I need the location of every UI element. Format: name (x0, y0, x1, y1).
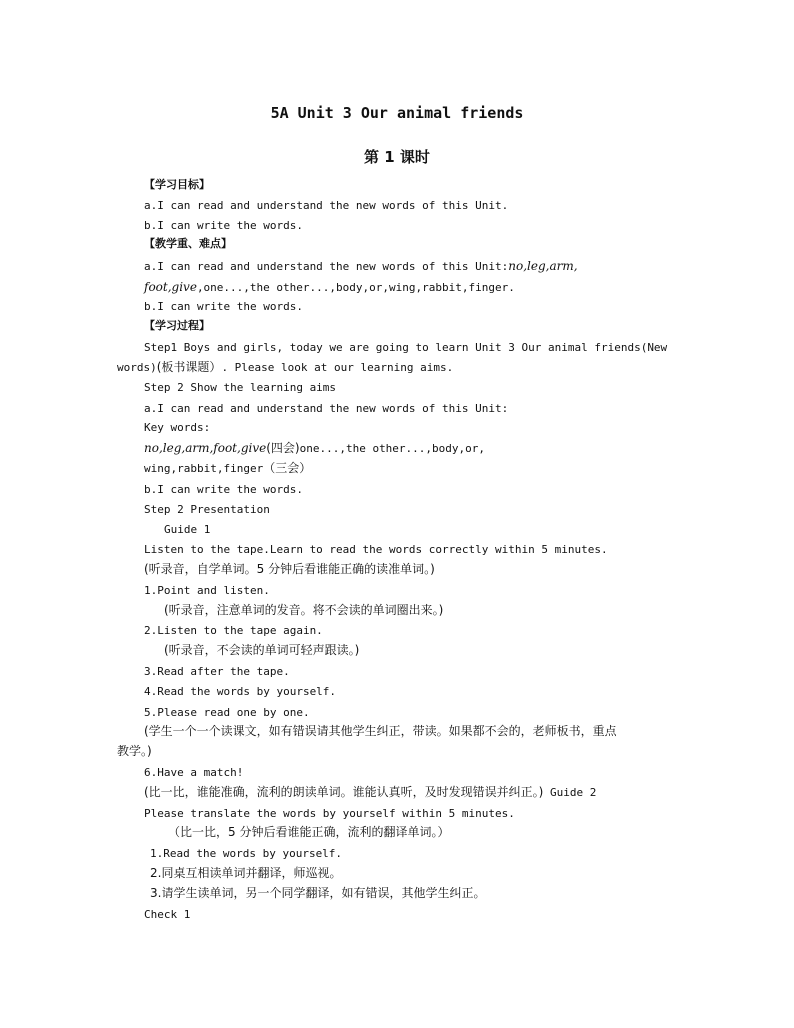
key-words-italic: no,leg,arm,foot,give (144, 441, 267, 455)
listen-instruction-cn: (听录音，自学单词。5 分钟后看谁能正确的读准单词。) (144, 562, 435, 576)
read-one-by-one-cn-2: 教学。) (117, 744, 152, 758)
listen-again-cn: (听录音，不会读的单词可轻声跟读。) (164, 643, 360, 657)
translate-step1: 1.Read the words by yourself. (150, 847, 343, 860)
process-header: 【学习过程】 (144, 319, 210, 332)
key-words-line2-text: wing,rabbit,finger (144, 462, 264, 475)
aim-b: b.I can write the words. (144, 219, 303, 232)
key-point-a-italic: no,leg,arm, (508, 259, 578, 273)
point-listen-cn: (听录音，注意单词的发音。将不会读的单词圈出来。) (164, 603, 444, 617)
translate-step3: 3.请学生读单词，另一个同学翻译，如有错误，其他学生纠正。 (150, 886, 486, 900)
listen-again: 2.Listen to the tape again. (144, 624, 323, 637)
step2-heading: Step 2 Show the learning aims (144, 381, 337, 394)
key-points-header: 【教学重、难点】 (144, 237, 232, 250)
step1-line2-a: words) (117, 361, 157, 374)
translate-instruction: Please translate the words by yourself within 5 minutes. (144, 807, 515, 820)
step1-line1: Step1 Boys and girls, today we are going to learn Unit 3 Our animal friends(New (144, 341, 668, 354)
aims-header: 【学习目标】 (144, 178, 210, 191)
read-one-by-one: 5.Please read one by one. (144, 706, 310, 719)
step1-line2 (117, 360, 687, 375)
guide2-label: Guide 2 (543, 786, 597, 799)
have-a-match-cn-line (144, 785, 704, 800)
key-words-label: Key words: (144, 421, 211, 434)
step1-line2-b: . Please look at our learning aims. (221, 361, 454, 374)
translate-step2: 2.同桌互相读单词并翻译，师巡视。 (150, 866, 342, 880)
step2-aim-a: a.I can read and understand the new words of this Unit: (144, 402, 509, 415)
translate-instruction-cn: （比一比，5 分钟后看谁能正确，流利的翻译单词。） (168, 825, 450, 839)
step2-aim-b: b.I can write the words. (144, 483, 303, 496)
key-words-rest: one...,the other...,body,or, (299, 442, 486, 455)
key-point-b: b.I can write the words. (144, 300, 303, 313)
key-words-cn1: (四会) (266, 441, 300, 455)
guide1-label: Guide 1 (164, 523, 211, 536)
key-point-a2-italic: foot,give (144, 280, 197, 294)
key-point-a-continued (144, 280, 704, 295)
key-point-a (144, 259, 704, 274)
read-after-tape: 3.Read after the tape. (144, 665, 290, 678)
lesson-subtitle: 第 1 课时 (364, 148, 430, 166)
have-a-match: 6.Have a match! (144, 766, 244, 779)
key-words-line2 (144, 461, 704, 476)
key-point-a2-text: ,one...,the other...,body,or,wing,rabbit,finger. (196, 281, 515, 294)
read-by-yourself: 4.Read the words by yourself. (144, 685, 337, 698)
point-listen: 1.Point and listen. (144, 584, 270, 597)
key-point-a-text: a.I can read and understand the new words of this Unit: (144, 260, 509, 273)
key-words-line2-cn: （三会） (263, 461, 312, 475)
aim-a: a.I can read and understand the new words of this Unit. (144, 199, 509, 212)
page-title: 5A Unit 3 Our animal friends (270, 104, 524, 122)
have-a-match-cn: (比一比，谁能准确，流利的朗读单词。谁能认真听，及时发现错误并纠正。) (144, 785, 544, 799)
read-one-by-one-cn-1: (学生一个一个读课文，如有错误请其他学生纠正，带读。如果都不会的，老师板书，重点 (144, 724, 617, 738)
listen-instruction: Listen to the tape.Learn to read the words correctly within 5 minutes. (144, 543, 608, 556)
check-label: Check 1 (144, 908, 191, 921)
presentation-heading: Step 2 Presentation (144, 503, 270, 516)
key-words-line1 (144, 441, 704, 456)
step1-line2-cn: (板书课题） (156, 360, 222, 374)
